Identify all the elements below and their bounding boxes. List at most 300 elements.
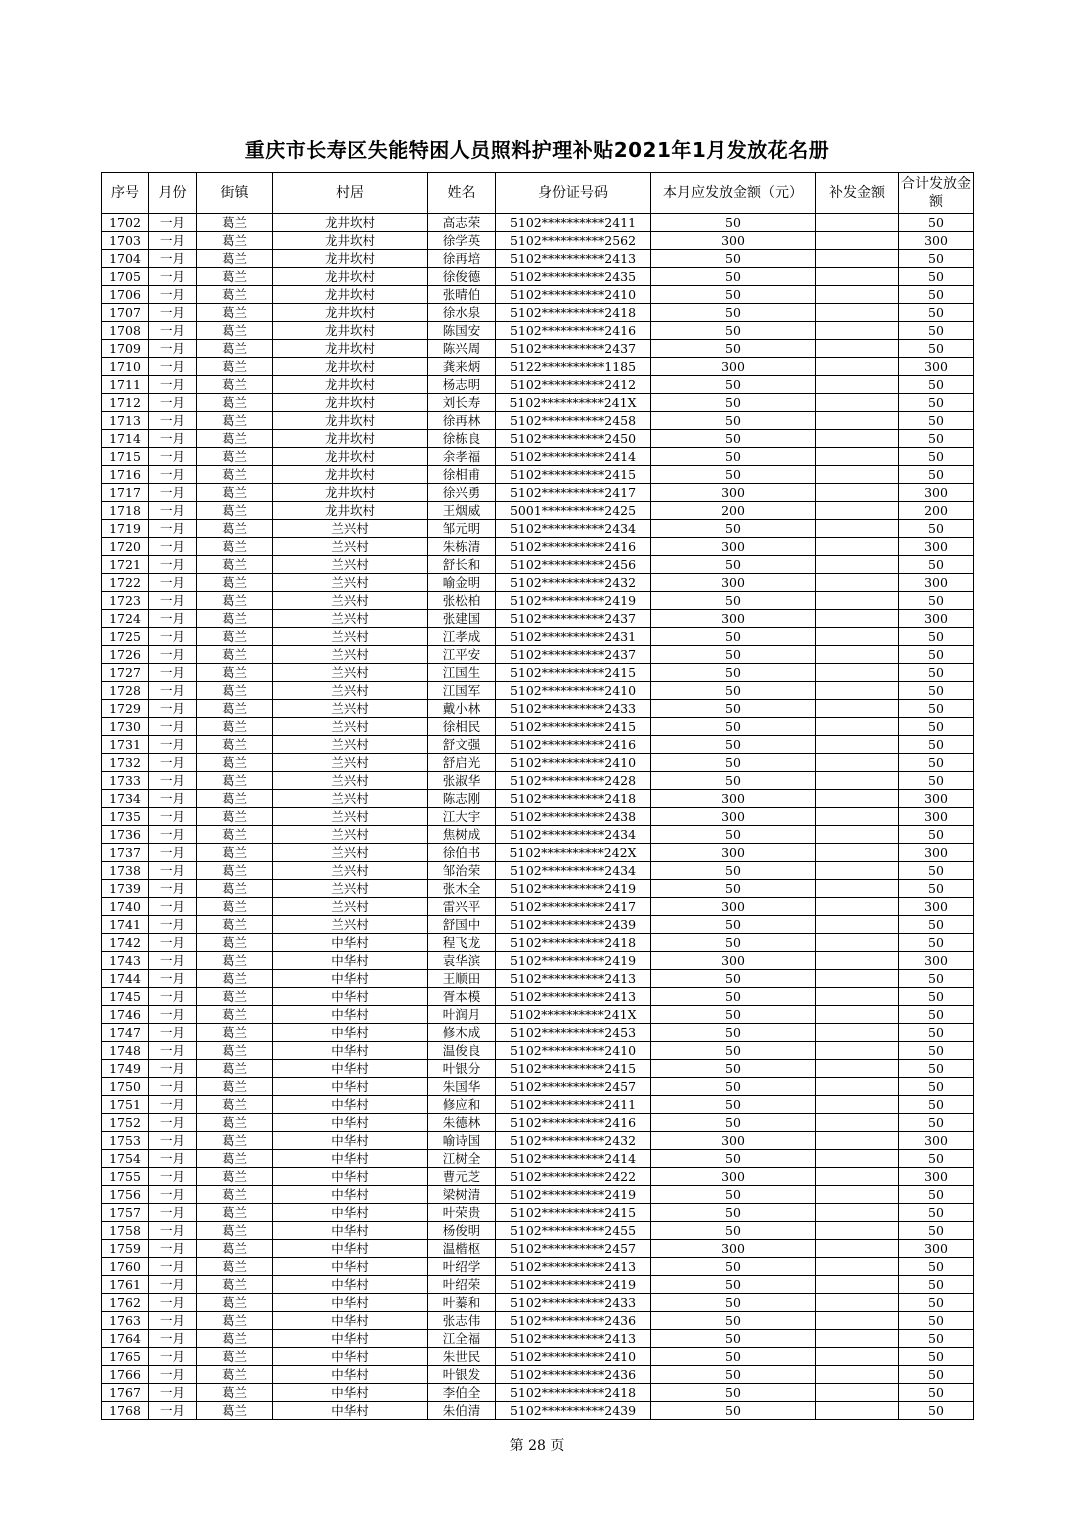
cell-village: 兰兴村 bbox=[273, 754, 428, 772]
cell-month: 一月 bbox=[149, 286, 197, 304]
cell-index: 1738 bbox=[102, 862, 149, 880]
cell-index: 1745 bbox=[102, 988, 149, 1006]
cell-supplement-amount bbox=[816, 898, 899, 916]
cell-index: 1729 bbox=[102, 700, 149, 718]
cell-town: 葛兰 bbox=[197, 916, 273, 934]
cell-monthly-amount: 300 bbox=[651, 952, 816, 970]
cell-monthly-amount: 50 bbox=[651, 286, 816, 304]
cell-town: 葛兰 bbox=[197, 268, 273, 286]
table-row bbox=[102, 1294, 974, 1312]
cell-index: 1752 bbox=[102, 1114, 149, 1132]
table-row bbox=[102, 826, 974, 844]
cell-total-amount: 50 bbox=[899, 412, 974, 430]
cell-id-number: 5102**********2438 bbox=[496, 808, 651, 826]
cell-id-number: 5102**********241X bbox=[496, 1006, 651, 1024]
cell-index: 1744 bbox=[102, 970, 149, 988]
cell-town: 葛兰 bbox=[197, 430, 273, 448]
col-header-month: 月份 bbox=[149, 173, 197, 214]
cell-index: 1755 bbox=[102, 1168, 149, 1186]
cell-total-amount: 50 bbox=[899, 1294, 974, 1312]
cell-id-number: 5102**********2432 bbox=[496, 574, 651, 592]
page-title: 重庆市长寿区失能特困人员照料护理补贴2021年1月发放花名册 bbox=[244, 138, 830, 162]
table-row bbox=[102, 250, 974, 268]
cell-name: 胥本模 bbox=[428, 988, 496, 1006]
cell-month: 一月 bbox=[149, 790, 197, 808]
cell-name: 曹元芝 bbox=[428, 1168, 496, 1186]
cell-supplement-amount bbox=[816, 1294, 899, 1312]
cell-month: 一月 bbox=[149, 1132, 197, 1150]
cell-monthly-amount: 50 bbox=[651, 1366, 816, 1384]
cell-supplement-amount bbox=[816, 232, 899, 250]
cell-month: 一月 bbox=[149, 394, 197, 412]
cell-name: 徐学英 bbox=[428, 232, 496, 250]
table-row bbox=[102, 520, 974, 538]
cell-supplement-amount bbox=[816, 988, 899, 1006]
cell-id-number: 5102**********2450 bbox=[496, 430, 651, 448]
cell-index: 1707 bbox=[102, 304, 149, 322]
cell-monthly-amount: 50 bbox=[651, 250, 816, 268]
table-row bbox=[102, 1006, 974, 1024]
cell-name: 江孝成 bbox=[428, 628, 496, 646]
cell-supplement-amount bbox=[816, 844, 899, 862]
table-row bbox=[102, 1240, 974, 1258]
cell-village: 龙井坎村 bbox=[273, 232, 428, 250]
cell-month: 一月 bbox=[149, 430, 197, 448]
cell-town: 葛兰 bbox=[197, 592, 273, 610]
cell-town: 葛兰 bbox=[197, 1096, 273, 1114]
cell-id-number: 5102**********2435 bbox=[496, 268, 651, 286]
cell-name: 陈国安 bbox=[428, 322, 496, 340]
cell-id-number: 5102**********2457 bbox=[496, 1078, 651, 1096]
cell-monthly-amount: 50 bbox=[651, 772, 816, 790]
header-row bbox=[102, 173, 974, 214]
cell-monthly-amount: 50 bbox=[651, 1114, 816, 1132]
cell-monthly-amount: 50 bbox=[651, 700, 816, 718]
cell-supplement-amount bbox=[816, 1330, 899, 1348]
cell-supplement-amount bbox=[816, 1366, 899, 1384]
cell-total-amount: 50 bbox=[899, 718, 974, 736]
cell-total-amount: 50 bbox=[899, 772, 974, 790]
cell-index: 1737 bbox=[102, 844, 149, 862]
cell-town: 葛兰 bbox=[197, 682, 273, 700]
cell-village: 龙井坎村 bbox=[273, 214, 428, 232]
cell-total-amount: 50 bbox=[899, 862, 974, 880]
cell-id-number: 5102**********2410 bbox=[496, 682, 651, 700]
cell-town: 葛兰 bbox=[197, 466, 273, 484]
cell-town: 葛兰 bbox=[197, 1078, 273, 1096]
cell-index: 1761 bbox=[102, 1276, 149, 1294]
cell-village: 龙井坎村 bbox=[273, 268, 428, 286]
table-row bbox=[102, 718, 974, 736]
cell-total-amount: 300 bbox=[899, 844, 974, 862]
cell-month: 一月 bbox=[149, 826, 197, 844]
table-row bbox=[102, 628, 974, 646]
cell-town: 葛兰 bbox=[197, 286, 273, 304]
cell-name: 喻诗国 bbox=[428, 1132, 496, 1150]
cell-month: 一月 bbox=[149, 520, 197, 538]
table-row bbox=[102, 1042, 974, 1060]
cell-name: 雷兴平 bbox=[428, 898, 496, 916]
cell-town: 葛兰 bbox=[197, 664, 273, 682]
cell-name: 张晴伯 bbox=[428, 286, 496, 304]
cell-name: 陈兴周 bbox=[428, 340, 496, 358]
col-header-index: 序号 bbox=[102, 173, 149, 214]
cell-total-amount: 50 bbox=[899, 1384, 974, 1402]
cell-village: 兰兴村 bbox=[273, 628, 428, 646]
cell-id-number: 5102**********2456 bbox=[496, 556, 651, 574]
cell-total-amount: 50 bbox=[899, 646, 974, 664]
cell-index: 1712 bbox=[102, 394, 149, 412]
cell-month: 一月 bbox=[149, 754, 197, 772]
cell-supplement-amount bbox=[816, 970, 899, 988]
cell-total-amount: 50 bbox=[899, 664, 974, 682]
table-row bbox=[102, 1312, 974, 1330]
cell-supplement-amount bbox=[816, 340, 899, 358]
roster-body bbox=[102, 214, 974, 1420]
table-row bbox=[102, 1348, 974, 1366]
cell-index: 1702 bbox=[102, 214, 149, 232]
cell-town: 葛兰 bbox=[197, 1276, 273, 1294]
cell-monthly-amount: 300 bbox=[651, 1132, 816, 1150]
cell-month: 一月 bbox=[149, 646, 197, 664]
cell-monthly-amount: 50 bbox=[651, 1150, 816, 1168]
cell-total-amount: 50 bbox=[899, 628, 974, 646]
cell-supplement-amount bbox=[816, 1186, 899, 1204]
cell-village: 兰兴村 bbox=[273, 610, 428, 628]
cell-monthly-amount: 50 bbox=[651, 556, 816, 574]
cell-name: 叶绍学 bbox=[428, 1258, 496, 1276]
cell-village: 中华村 bbox=[273, 1114, 428, 1132]
cell-name: 朱国华 bbox=[428, 1078, 496, 1096]
table-row bbox=[102, 1024, 974, 1042]
cell-monthly-amount: 50 bbox=[651, 862, 816, 880]
col-header-town: 街镇 bbox=[197, 173, 273, 214]
cell-monthly-amount: 50 bbox=[651, 1294, 816, 1312]
cell-month: 一月 bbox=[149, 268, 197, 286]
cell-id-number: 5102**********2418 bbox=[496, 1384, 651, 1402]
cell-town: 葛兰 bbox=[197, 1006, 273, 1024]
table-row bbox=[102, 1168, 974, 1186]
cell-supplement-amount bbox=[816, 646, 899, 664]
cell-month: 一月 bbox=[149, 502, 197, 520]
cell-town: 葛兰 bbox=[197, 718, 273, 736]
cell-index: 1715 bbox=[102, 448, 149, 466]
cell-supplement-amount bbox=[816, 628, 899, 646]
cell-month: 一月 bbox=[149, 1276, 197, 1294]
cell-town: 葛兰 bbox=[197, 1402, 273, 1420]
cell-month: 一月 bbox=[149, 1258, 197, 1276]
cell-index: 1725 bbox=[102, 628, 149, 646]
cell-monthly-amount: 300 bbox=[651, 358, 816, 376]
cell-village: 兰兴村 bbox=[273, 898, 428, 916]
cell-village: 兰兴村 bbox=[273, 880, 428, 898]
cell-name: 邹元明 bbox=[428, 520, 496, 538]
cell-monthly-amount: 50 bbox=[651, 1006, 816, 1024]
cell-monthly-amount: 300 bbox=[651, 1240, 816, 1258]
cell-village: 兰兴村 bbox=[273, 772, 428, 790]
cell-id-number: 5102**********2415 bbox=[496, 1204, 651, 1222]
cell-month: 一月 bbox=[149, 232, 197, 250]
table-row bbox=[102, 646, 974, 664]
cell-name: 徐伯书 bbox=[428, 844, 496, 862]
col-header-total-amount: 合计发放金额 bbox=[899, 173, 974, 214]
cell-name: 张木全 bbox=[428, 880, 496, 898]
cell-supplement-amount bbox=[816, 1312, 899, 1330]
cell-index: 1721 bbox=[102, 556, 149, 574]
page-number: 第 28 页 bbox=[509, 1438, 565, 1454]
cell-index: 1706 bbox=[102, 286, 149, 304]
cell-town: 葛兰 bbox=[197, 412, 273, 430]
cell-village: 兰兴村 bbox=[273, 520, 428, 538]
cell-name: 叶银分 bbox=[428, 1060, 496, 1078]
cell-town: 葛兰 bbox=[197, 844, 273, 862]
cell-supplement-amount bbox=[816, 1222, 899, 1240]
cell-index: 1710 bbox=[102, 358, 149, 376]
cell-total-amount: 50 bbox=[899, 1402, 974, 1420]
table-row bbox=[102, 1366, 974, 1384]
cell-month: 一月 bbox=[149, 808, 197, 826]
cell-town: 葛兰 bbox=[197, 826, 273, 844]
cell-supplement-amount bbox=[816, 268, 899, 286]
cell-name: 徐俊德 bbox=[428, 268, 496, 286]
cell-id-number: 5102**********2414 bbox=[496, 1150, 651, 1168]
cell-month: 一月 bbox=[149, 628, 197, 646]
cell-name: 朱伯清 bbox=[428, 1402, 496, 1420]
cell-town: 葛兰 bbox=[197, 754, 273, 772]
cell-total-amount: 50 bbox=[899, 268, 974, 286]
cell-village: 兰兴村 bbox=[273, 916, 428, 934]
cell-monthly-amount: 300 bbox=[651, 808, 816, 826]
cell-index: 1719 bbox=[102, 520, 149, 538]
cell-id-number: 5102**********242X bbox=[496, 844, 651, 862]
cell-month: 一月 bbox=[149, 934, 197, 952]
cell-town: 葛兰 bbox=[197, 1168, 273, 1186]
cell-supplement-amount bbox=[816, 1042, 899, 1060]
cell-index: 1749 bbox=[102, 1060, 149, 1078]
cell-index: 1717 bbox=[102, 484, 149, 502]
cell-village: 中华村 bbox=[273, 1384, 428, 1402]
cell-total-amount: 50 bbox=[899, 916, 974, 934]
table-row bbox=[102, 700, 974, 718]
table-row bbox=[102, 1096, 974, 1114]
cell-supplement-amount bbox=[816, 1240, 899, 1258]
cell-index: 1732 bbox=[102, 754, 149, 772]
cell-supplement-amount bbox=[816, 826, 899, 844]
cell-total-amount: 300 bbox=[899, 484, 974, 502]
cell-id-number: 5102**********2455 bbox=[496, 1222, 651, 1240]
cell-month: 一月 bbox=[149, 1294, 197, 1312]
cell-monthly-amount: 50 bbox=[651, 520, 816, 538]
cell-monthly-amount: 50 bbox=[651, 970, 816, 988]
cell-month: 一月 bbox=[149, 448, 197, 466]
cell-supplement-amount bbox=[816, 934, 899, 952]
cell-monthly-amount: 50 bbox=[651, 394, 816, 412]
cell-village: 中华村 bbox=[273, 1042, 428, 1060]
cell-name: 陈志刚 bbox=[428, 790, 496, 808]
cell-month: 一月 bbox=[149, 682, 197, 700]
table-row bbox=[102, 1384, 974, 1402]
cell-month: 一月 bbox=[149, 250, 197, 268]
cell-index: 1703 bbox=[102, 232, 149, 250]
cell-monthly-amount: 50 bbox=[651, 448, 816, 466]
cell-town: 葛兰 bbox=[197, 502, 273, 520]
cell-name: 江大宇 bbox=[428, 808, 496, 826]
cell-index: 1763 bbox=[102, 1312, 149, 1330]
cell-supplement-amount bbox=[816, 592, 899, 610]
cell-supplement-amount bbox=[816, 1402, 899, 1420]
cell-total-amount: 50 bbox=[899, 1186, 974, 1204]
cell-supplement-amount bbox=[816, 1204, 899, 1222]
cell-total-amount: 50 bbox=[899, 556, 974, 574]
table-row bbox=[102, 394, 974, 412]
cell-id-number: 5102**********2433 bbox=[496, 700, 651, 718]
cell-village: 中华村 bbox=[273, 1312, 428, 1330]
cell-village: 中华村 bbox=[273, 1204, 428, 1222]
cell-monthly-amount: 50 bbox=[651, 880, 816, 898]
cell-total-amount: 50 bbox=[899, 826, 974, 844]
cell-index: 1730 bbox=[102, 718, 149, 736]
table-row bbox=[102, 484, 974, 502]
cell-index: 1740 bbox=[102, 898, 149, 916]
cell-index: 1748 bbox=[102, 1042, 149, 1060]
cell-village: 中华村 bbox=[273, 952, 428, 970]
table-row bbox=[102, 430, 974, 448]
cell-index: 1727 bbox=[102, 664, 149, 682]
cell-month: 一月 bbox=[149, 718, 197, 736]
cell-name: 张志伟 bbox=[428, 1312, 496, 1330]
cell-supplement-amount bbox=[816, 556, 899, 574]
cell-supplement-amount bbox=[816, 538, 899, 556]
cell-total-amount: 300 bbox=[899, 952, 974, 970]
cell-town: 葛兰 bbox=[197, 970, 273, 988]
cell-id-number: 5102**********2411 bbox=[496, 1096, 651, 1114]
cell-month: 一月 bbox=[149, 700, 197, 718]
cell-id-number: 5102**********2434 bbox=[496, 862, 651, 880]
cell-name: 徐相甫 bbox=[428, 466, 496, 484]
cell-index: 1723 bbox=[102, 592, 149, 610]
cell-town: 葛兰 bbox=[197, 880, 273, 898]
cell-month: 一月 bbox=[149, 1024, 197, 1042]
cell-monthly-amount: 50 bbox=[651, 1276, 816, 1294]
cell-month: 一月 bbox=[149, 1384, 197, 1402]
cell-supplement-amount bbox=[816, 808, 899, 826]
cell-supplement-amount bbox=[816, 952, 899, 970]
cell-supplement-amount bbox=[816, 1348, 899, 1366]
cell-village: 龙井坎村 bbox=[273, 412, 428, 430]
cell-village: 中华村 bbox=[273, 1258, 428, 1276]
cell-month: 一月 bbox=[149, 1006, 197, 1024]
table-row bbox=[102, 538, 974, 556]
cell-total-amount: 300 bbox=[899, 232, 974, 250]
cell-name: 徐栋良 bbox=[428, 430, 496, 448]
cell-total-amount: 50 bbox=[899, 322, 974, 340]
cell-total-amount: 300 bbox=[899, 1132, 974, 1150]
cell-total-amount: 50 bbox=[899, 394, 974, 412]
cell-town: 葛兰 bbox=[197, 1150, 273, 1168]
table-row bbox=[102, 304, 974, 322]
cell-month: 一月 bbox=[149, 1168, 197, 1186]
cell-total-amount: 50 bbox=[899, 1060, 974, 1078]
cell-town: 葛兰 bbox=[197, 628, 273, 646]
cell-supplement-amount bbox=[816, 790, 899, 808]
cell-id-number: 5102**********2434 bbox=[496, 826, 651, 844]
cell-total-amount: 200 bbox=[899, 502, 974, 520]
cell-total-amount: 50 bbox=[899, 466, 974, 484]
cell-month: 一月 bbox=[149, 574, 197, 592]
cell-index: 1714 bbox=[102, 430, 149, 448]
table-row bbox=[102, 448, 974, 466]
cell-village: 龙井坎村 bbox=[273, 340, 428, 358]
cell-town: 葛兰 bbox=[197, 214, 273, 232]
cell-monthly-amount: 50 bbox=[651, 736, 816, 754]
cell-id-number: 5102**********2437 bbox=[496, 610, 651, 628]
cell-total-amount: 50 bbox=[899, 1078, 974, 1096]
cell-month: 一月 bbox=[149, 1114, 197, 1132]
cell-id-number: 5102**********2436 bbox=[496, 1312, 651, 1330]
col-header-village: 村居 bbox=[273, 173, 428, 214]
cell-monthly-amount: 50 bbox=[651, 916, 816, 934]
table-row bbox=[102, 232, 974, 250]
cell-village: 中华村 bbox=[273, 970, 428, 988]
cell-town: 葛兰 bbox=[197, 304, 273, 322]
cell-month: 一月 bbox=[149, 1402, 197, 1420]
cell-town: 葛兰 bbox=[197, 1132, 273, 1150]
cell-id-number: 5102**********2419 bbox=[496, 592, 651, 610]
cell-id-number: 5102**********2413 bbox=[496, 988, 651, 1006]
cell-supplement-amount bbox=[816, 880, 899, 898]
cell-id-number: 5102**********2419 bbox=[496, 1186, 651, 1204]
cell-month: 一月 bbox=[149, 916, 197, 934]
cell-monthly-amount: 50 bbox=[651, 1258, 816, 1276]
cell-id-number: 5102**********2416 bbox=[496, 736, 651, 754]
cell-monthly-amount: 50 bbox=[651, 322, 816, 340]
cell-monthly-amount: 50 bbox=[651, 1384, 816, 1402]
cell-month: 一月 bbox=[149, 484, 197, 502]
cell-month: 一月 bbox=[149, 898, 197, 916]
cell-name: 江全福 bbox=[428, 1330, 496, 1348]
cell-total-amount: 50 bbox=[899, 520, 974, 538]
cell-town: 葛兰 bbox=[197, 700, 273, 718]
cell-town: 葛兰 bbox=[197, 1366, 273, 1384]
cell-total-amount: 50 bbox=[899, 736, 974, 754]
cell-id-number: 5122**********1185 bbox=[496, 358, 651, 376]
cell-name: 徐相民 bbox=[428, 718, 496, 736]
cell-town: 葛兰 bbox=[197, 610, 273, 628]
cell-town: 葛兰 bbox=[197, 1348, 273, 1366]
table-row bbox=[102, 466, 974, 484]
cell-supplement-amount bbox=[816, 250, 899, 268]
cell-name: 温楷枢 bbox=[428, 1240, 496, 1258]
table-row bbox=[102, 412, 974, 430]
cell-monthly-amount: 300 bbox=[651, 898, 816, 916]
table-row bbox=[102, 862, 974, 880]
col-header-id-number: 身份证号码 bbox=[496, 173, 651, 214]
table-row bbox=[102, 322, 974, 340]
cell-id-number: 5102**********2437 bbox=[496, 340, 651, 358]
cell-name: 修应和 bbox=[428, 1096, 496, 1114]
cell-index: 1704 bbox=[102, 250, 149, 268]
cell-index: 1716 bbox=[102, 466, 149, 484]
cell-id-number: 5102**********2419 bbox=[496, 1276, 651, 1294]
cell-supplement-amount bbox=[816, 358, 899, 376]
cell-monthly-amount: 50 bbox=[651, 1042, 816, 1060]
cell-index: 1736 bbox=[102, 826, 149, 844]
cell-month: 一月 bbox=[149, 1366, 197, 1384]
cell-name: 舒国中 bbox=[428, 916, 496, 934]
cell-name: 江国军 bbox=[428, 682, 496, 700]
table-row bbox=[102, 214, 974, 232]
cell-id-number: 5102**********2434 bbox=[496, 520, 651, 538]
